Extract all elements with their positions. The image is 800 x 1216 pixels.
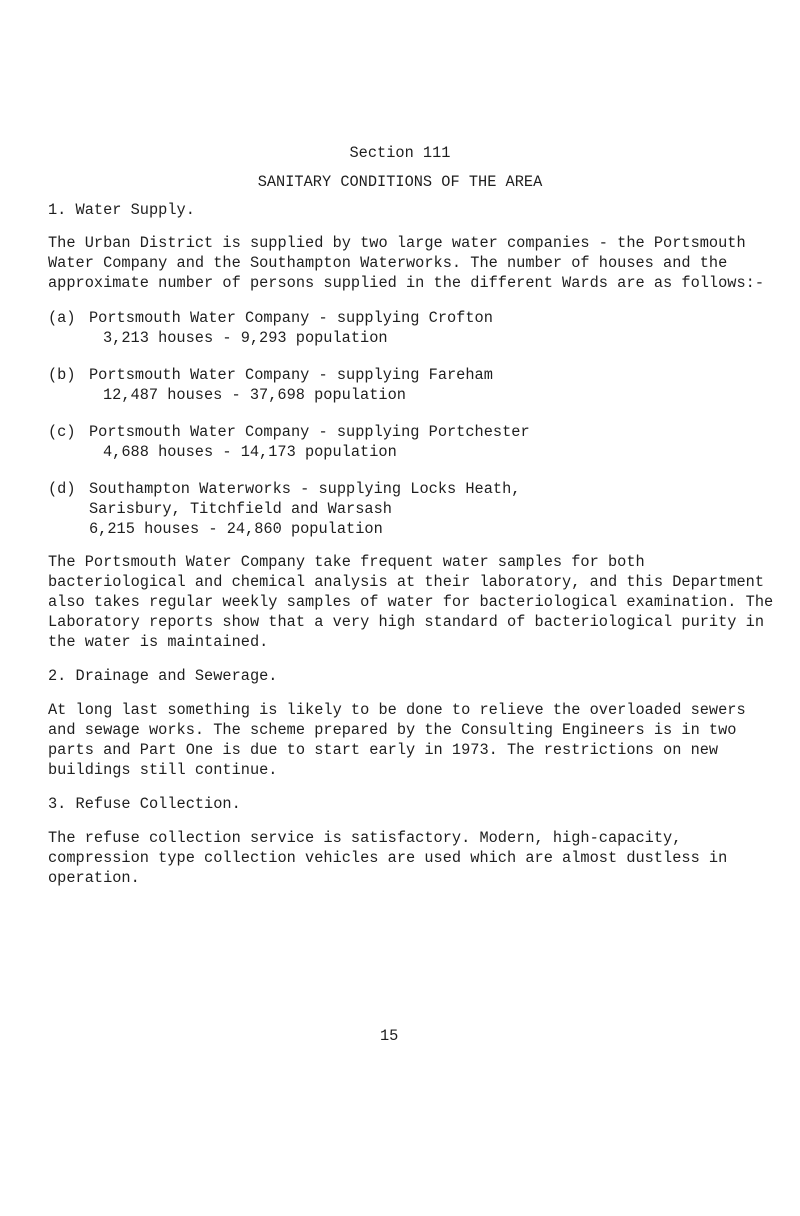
heading-refuse: 3. Refuse Collection.: [48, 795, 241, 813]
text-line: The Portsmouth Water Company take frequent water samples for both: [48, 553, 645, 571]
list-item-line: Portsmouth Water Company - supplying Fareham: [89, 366, 493, 384]
text-line: The refuse collection service is satisfactory. Modern, high-capacity,: [48, 829, 682, 847]
list-item-line: Portsmouth Water Company - supplying Portchester: [89, 423, 530, 441]
text-line: parts and Part One is due to start early in 1973. The restrictions on new: [48, 741, 719, 759]
text-line: also takes regular weekly samples of water for bacteriological examination. The: [48, 593, 774, 611]
list-item-line: 12,487 houses - 37,698 population: [103, 386, 406, 404]
list-item-line: 4,688 houses - 14,173 population: [103, 443, 397, 461]
page-number: 15: [380, 1027, 399, 1045]
text-line: The Urban District is supplied by two large water companies - the Portsmouth: [48, 234, 746, 252]
heading-water-supply: 1. Water Supply.: [48, 201, 195, 219]
text-line: Water Company and the Southampton Waterworks. The number of houses and the: [48, 254, 728, 272]
list-item-line: 3,213 houses - 9,293 population: [103, 329, 388, 347]
list-item-line: Sarisbury, Titchfield and Warsash: [89, 500, 392, 518]
text-line: and sewage works. The scheme prepared by the Consulting Engineers is in two: [48, 721, 737, 739]
section-heading: Section 111: [349, 144, 451, 162]
list-item-label: (a): [48, 309, 76, 327]
list-item-line: Portsmouth Water Company - supplying Crofton: [89, 309, 493, 327]
text-line: the water is maintained.: [48, 633, 269, 651]
text-line: Laboratory reports show that a very high standard of bacteriological purity in: [48, 613, 765, 631]
text-line: bacteriological and chemical analysis at their laboratory, and this Department: [48, 573, 765, 591]
list-item-label: (d): [48, 480, 76, 498]
text-line: compression type collection vehicles are used which are almost dustless in: [48, 849, 728, 867]
list-item-label: (c): [48, 423, 76, 441]
list-item-line: 6,215 houses - 24,860 population: [89, 520, 383, 538]
text-line: operation.: [48, 869, 140, 887]
document-title: SANITARY CONDITIONS OF THE AREA: [257, 173, 543, 191]
text-line: buildings still continue.: [48, 761, 278, 779]
heading-drainage: 2. Drainage and Sewerage.: [48, 667, 278, 685]
text-line: At long last something is likely to be done to relieve the overloaded sewers: [48, 701, 746, 719]
list-item-line: Southampton Waterworks - supplying Locks Heath,: [89, 480, 521, 498]
text-line: approximate number of persons supplied in the different Wards are as follows:-: [48, 274, 765, 292]
list-item-label: (b): [48, 366, 76, 384]
